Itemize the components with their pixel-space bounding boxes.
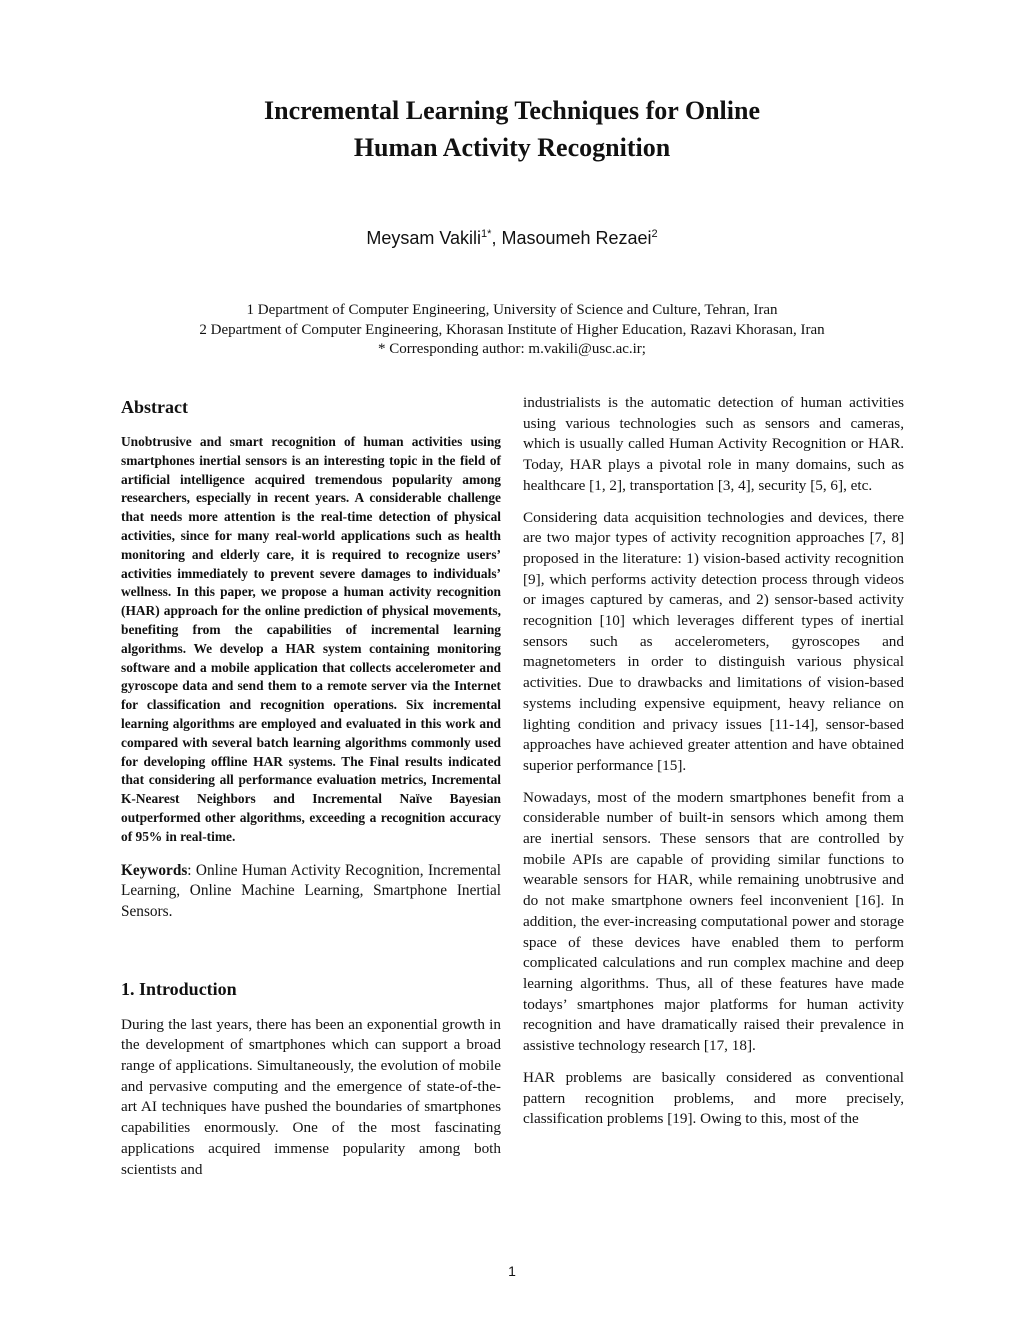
affiliation-1: 1 Department of Computer Engineering, University of Science and Culture, Tehran, Iran	[246, 302, 778, 318]
affiliations	[0, 301, 1024, 360]
keywords-label: Keywords	[121, 861, 188, 879]
author-2-affiliation-mark: 2	[651, 228, 658, 240]
author-1-name: Meysam Vakili	[366, 228, 482, 248]
body-paragraph-2: Considering data acquisition technologies and devices, there are two major types of activity recognition approaches [7, 8] proposed in the literature: 1) vision-based activity recognition [9], which performs activity detection process through videos or images captured by cameras, and 2) sensor-based activity recognition [10] which leverages different types of inertial sensors such as accelerometers, gyroscopes and magnetometers in order to distinguish various physical activities. Due to drawbacks and limitations of vision-based systems including expensive equipment, heavy reliance on lighting condition and privacy issues [11-14], sensor-based approaches have achieved greater attention and have obtained superior performance [15].	[523, 508, 904, 774]
keywords-text: : Online Human Activity Recognition, Incremental Learning, Online Machine Learning, Smartphone Inertial Sensors.	[121, 861, 501, 920]
left-column	[121, 395, 501, 1180]
affiliation-2: 2 Department of Computer Engineering, Khorasan Institute of Higher Education, Razavi Khorasan, Iran	[199, 321, 825, 338]
author-separator: ,	[491, 228, 502, 248]
abstract-heading: Abstract	[121, 397, 188, 417]
keywords-paragraph	[121, 861, 501, 923]
right-column	[523, 393, 904, 1130]
title-line-2: Human Activity Recognition	[353, 133, 671, 162]
abstract-text: Unobtrusive and smart recognition of human activities using smartphones inertial sensors is an interesting topic in the field of artificial intelligence acquired tremendous popularity among researchers, especially in recent years. A considerable challenge that needs more attention is the real-time detection of physical activities, since for many real-world applications such as health monitoring and elderly care, it is required to recognize users’ activities immediately to prevent severe damages to individuals’ wellness. In this paper, we propose a human activity recognition (HAR) approach for the online prediction of physical movements, benefiting from the capabilities of incremental learning algorithms. We develop a HAR system containing monitoring software and a mobile application that collects accelerometer and gyroscope data and send them to a remote server via the Internet for classification and recognition operations. Six incremental learning algorithms are employed and evaluated in this work and compared with several batch learning algorithms commonly used for developing offline HAR systems. The Final results indicated that considering all performance evaluation metrics, Incremental K-Nearest Neighbors and Incremental Naïve Bayesian outperformed other algorithms, exceeding a recognition accuracy of 95% in real-time.	[121, 434, 501, 844]
body-paragraph-4: HAR problems are basically considered as conventional pattern recognition problems, and more precisely, classification problems [19]. Owing to this, most of the	[523, 1068, 904, 1128]
author-1-affiliation-mark: 1*	[481, 228, 492, 240]
title-line-1: Incremental Learning Techniques for Online	[264, 96, 760, 125]
paper-title	[0, 92, 1024, 166]
page-number: 1	[508, 1263, 516, 1279]
body-paragraph-3: Nowadays, most of the modern smartphones benefit from a considerable number of built-in sensors which among them are inertial sensors. These sensors that are controlled by mobile APIs are capable of providing similar functions to wearable sensors for HAR, while remaining unobtrusive and do not make smartphone owners feel inconvenient [16]. In addition, the ever-increasing computational power and storage space of these devices have enabled them to perform complicated calculations and run complex machine and deep learning algorithms. Thus, all of these features have made todays’ smartphones major platforms for human activity recognition and have dramatically raised their prevalence in assistive technology research [17, 18].	[523, 788, 904, 1055]
author-list	[0, 221, 1024, 251]
corresponding-author: * Corresponding author: m.vakili@usc.ac.ir;	[378, 341, 646, 357]
introduction-paragraph-1: During the last years, there has been an exponential growth in the development of smartphones which can support a broad range of applications. Simultaneously, the evolution of mobile and pervasive computing and the emergence of state-of-the-art AI techniques have pushed the boundaries of smartphones capabilities enormously. One of the most fascinating applications acquired immense popularity among both scientists and	[121, 1015, 501, 1178]
introduction-heading: 1. Introduction	[121, 978, 237, 999]
body-paragraph-1: industrialists is the automatic detection of human activities using various technologies such as sensors and cameras, which is usually called Human Activity Recognition or HAR. Today, HAR plays a pivotal role in many domains, such as healthcare [1, 2], transportation [3, 4], security [5, 6], etc.	[523, 394, 904, 494]
author-2-name: Masoumeh Rezaei	[501, 228, 652, 248]
